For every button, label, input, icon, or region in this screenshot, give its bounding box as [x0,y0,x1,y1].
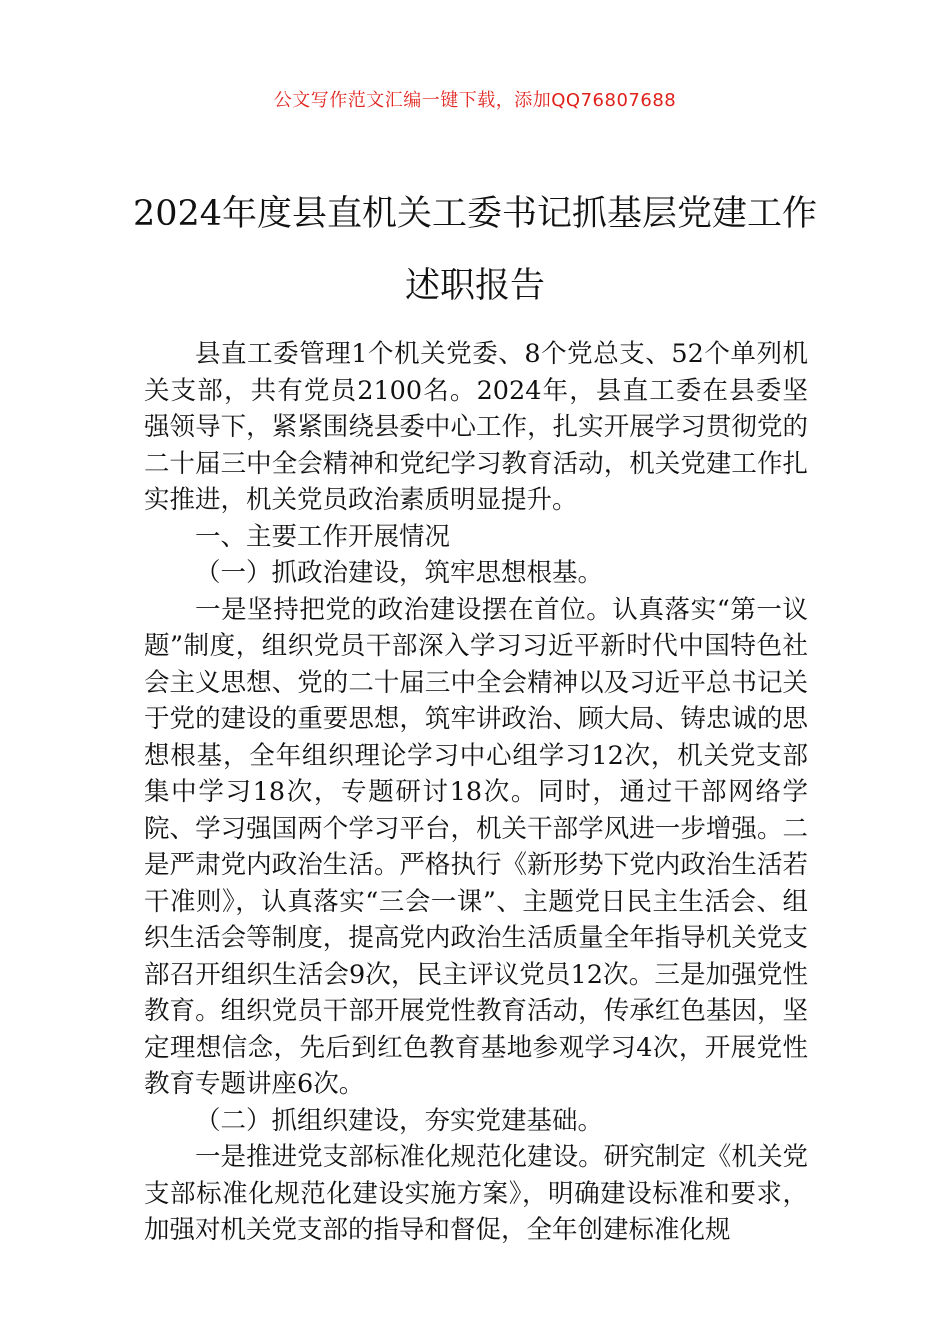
document-body [144,336,808,1249]
promo-banner: 公文写作范文汇编一键下载，添加QQ76807688 [273,90,677,111]
organization-building-paragraph: 一是推进党支部标准化规范化建设。研究制定《机关党支部标准化规范化建设实施方案》，明确建设标准和要求，加强对机关党支部的指导和督促，全年创建标准化规 [144,1142,808,1245]
political-building-paragraph: 一是坚持把党的政治建设摆在首位。认真落实“第一议题”制度，组织党员干部深入学习习近平新时代中国特色社会主义思想、党的二十届三中全会精神以及习近平总书记关于党的建设的重要思想，筑牢讲政治、顾大局、铸忠诚的思想根基，全年组织理论学习中心组学习12次，机关党支部集中学习18次，专题研讨18次。同时，通过干部网络学院、学习强国两个学习平台，机关干部学风进一步增强。二是严肃党内政治生活。严格执行《新形势下党内政治生活若干准则》，认真落实“三会一课”、主题党日民主生活会、组织生活会等制度，提高党内政治生活质量全年指导机关党支部召开组织生活会9次，民主评议党员12次。三是加强党性教育。组织党员干部开展党性教育活动，传承红色基因，坚定理想信念，先后到红色教育基地参观学习4次，开展党性教育专题讲座6次。 [144,594,808,1099]
section-heading-1: 一、主要工作开展情况 [195,521,451,552]
document-title: 2024年度县直机关工委书记抓基层党建工作述职报告 [132,194,818,306]
subsection-heading-2: （二）抓组织建设，夯实党建基础。 [195,1105,604,1136]
subsection-heading-1: （一）抓政治建设，筑牢思想根基。 [195,558,604,588]
intro-paragraph: 县直工委管理1个机关党委、8个党总支、52个单列机关支部，共有党员2100名。2024年，县直工委在县委坚强领导下，紧紧围绕县委中心工作，扎实开展学习贯彻党的二十届三中全会精神和党纪学习教育活动，机关党建工作扎实推进，机关党员政治素质明显提升。 [144,339,808,515]
